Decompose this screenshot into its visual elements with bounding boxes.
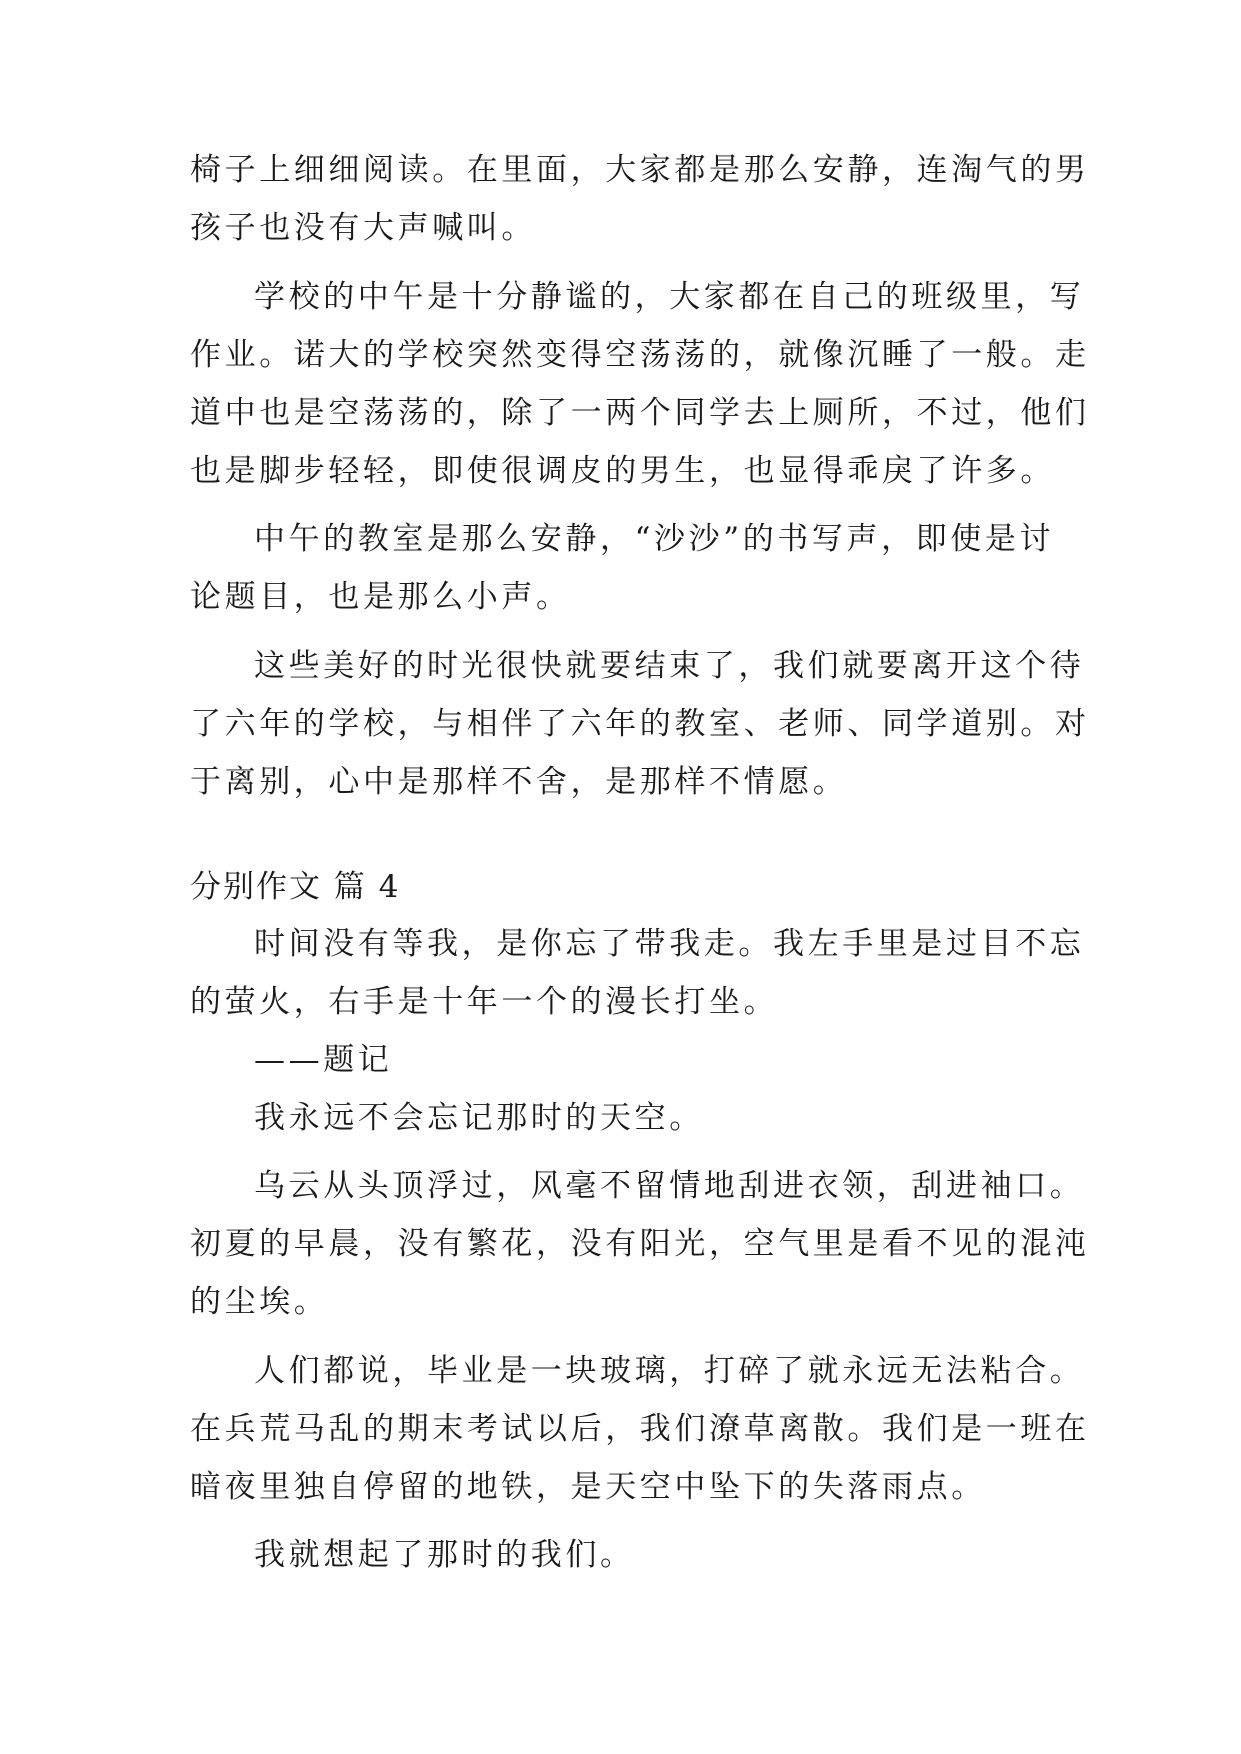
paragraph-line: 作业。诺大的学校突然变得空荡荡的，就像沉睡了一般。走 (190, 337, 1090, 373)
paragraph-line: 道中也是空荡荡的，除了一两个同学去上厕所，不过，他们 (190, 395, 1090, 431)
paragraph-line: 乌云从头顶浮过，风毫不留情地刮进衣领，刮进袖口。 (254, 1168, 1085, 1204)
paragraph-line: 论题目，也是那么小声。 (190, 579, 571, 615)
paragraph-line: 也是脚步轻轻，即使很调皮的男生，也显得乖戾了许多。 (190, 453, 1055, 489)
paragraph-line: 时间没有等我，是你忘了带我走。我左手里是过目不忘 (254, 926, 1085, 962)
inscription-line: ——题记 (254, 1042, 393, 1078)
section-heading: 分别作文 篇 4 (190, 869, 401, 905)
paragraph-line: 暗夜里独自停留的地铁，是天空中坠下的失落雨点。 (190, 1469, 986, 1505)
paragraph-line: 我就想起了那时的我们。 (254, 1537, 635, 1573)
paragraph-line: 这些美好的时光很快就要结束了，我们就要离开这个待 (254, 648, 1085, 684)
paragraph-line: 在兵荒马乱的期末考试以后，我们潦草离散。我们是一班在 (190, 1411, 1090, 1447)
paragraph-line: 初夏的早晨，没有繁花，没有阳光，空气里是看不见的混沌 (190, 1226, 1090, 1262)
paragraph-line: 我永远不会忘记那时的天空。 (254, 1100, 704, 1136)
paragraph-line: 学校的中午是十分静谧的，大家都在自己的班级里，写 (254, 279, 1085, 315)
paragraph-line: 孩子也没有大声喊叫。 (190, 210, 536, 246)
paragraph-line: 于离别，心中是那样不舍，是那样不情愿。 (190, 764, 848, 800)
paragraph-line: 的萤火，右手是十年一个的漫长打坐。 (190, 984, 779, 1020)
paragraph-line: 椅子上细细阅读。在里面，大家都是那么安静，连淘气的男 (190, 152, 1090, 188)
paragraph-line: 的尘埃。 (190, 1284, 329, 1320)
paragraph-line: 了六年的学校，与相伴了六年的教室、老师、同学道别。对 (190, 706, 1090, 742)
paragraph-line: 人们都说，毕业是一块玻璃，打碎了就永远无法粘合。 (254, 1353, 1085, 1389)
paragraph-line: 中午的教室是那么安静，“沙沙”的书写声，即使是讨 (254, 521, 1055, 557)
